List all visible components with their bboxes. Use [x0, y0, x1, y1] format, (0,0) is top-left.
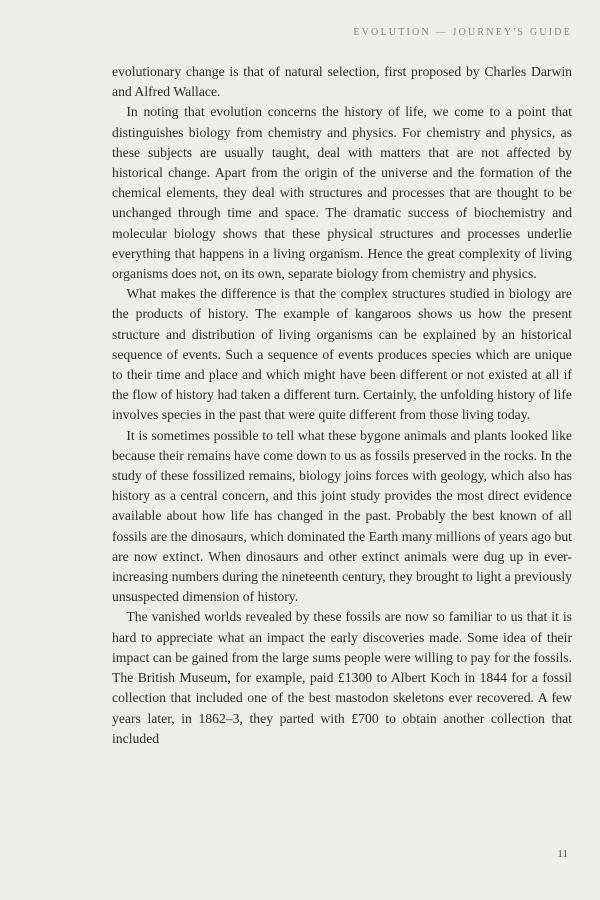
paragraph: It is sometimes possible to tell what these bygone animals and plants looked like because their remains have come down to us as fossils preserved in the rocks. In the study of these fossilized remains, biology joins forces with geology, which also has history as a central concern, and this joint study provides the most direct evidence available about how life has changed in the past. Probably the best known of all fossils are the dinosaurs, which dominated the Earth many millions of years ago but are now extinct. When dinosaurs and other extinct animals were dug up in ever-increasing numbers during the nineteenth century, they brought to light a previously unsuspected dimension of history.	[112, 427, 572, 605]
paragraph: What makes the difference is that the complex structures studied in biology are the products of history. The example of kangaroos shows us how the present structure and distribution of living organisms can be explained by an historical sequence of events. Such a sequence of events produces species which are unique to their time and place and which might have been different or not existed at all if the flow of history had taken a different turn. Certainly, the unfolding history of life involves species in the past that were quite different from those living today.	[112, 286, 572, 423]
running-header: EVOLUTION — JOURNEY'S GUIDE	[353, 27, 572, 38]
paragraph: In noting that evolution concerns the history of life, we come to a point that distinguishes biology from chemistry and physics. For chemistry and physics, as these subjects are usually taught, deal with matters that are not affected by historical change. Apart from the origin of the universe and the formation of the chemical elements, they deal with structures and processes that are thought to be unchanged through time and space. The dramatic success of biochemistry and molecular biology shows that these physical structures and processes underlie everything that happens in a living organism. Hence the great complexity of living organisms does not, on its own, separate biology from chemistry and physics.	[112, 104, 572, 282]
body-text	[112, 62, 572, 749]
paragraph: evolutionary change is that of natural selection, first proposed by Charles Darwin and Alfred Wallace.	[112, 64, 572, 100]
paragraph: The vanished worlds revealed by these fossils are now so familiar to us that it is hard to appreciate what an impact the early discoveries made. Some idea of their impact can be gained from the large sums people were willing to pay for the fossils. The British Museum, for example, paid £1300 to Albert Koch in 1844 for a fossil collection that included one of the best mastodon skeletons ever recovered. A few years later, in 1862–3, they parted with £700 to obtain another collection that included	[112, 609, 572, 746]
page-number: 11	[557, 848, 568, 860]
